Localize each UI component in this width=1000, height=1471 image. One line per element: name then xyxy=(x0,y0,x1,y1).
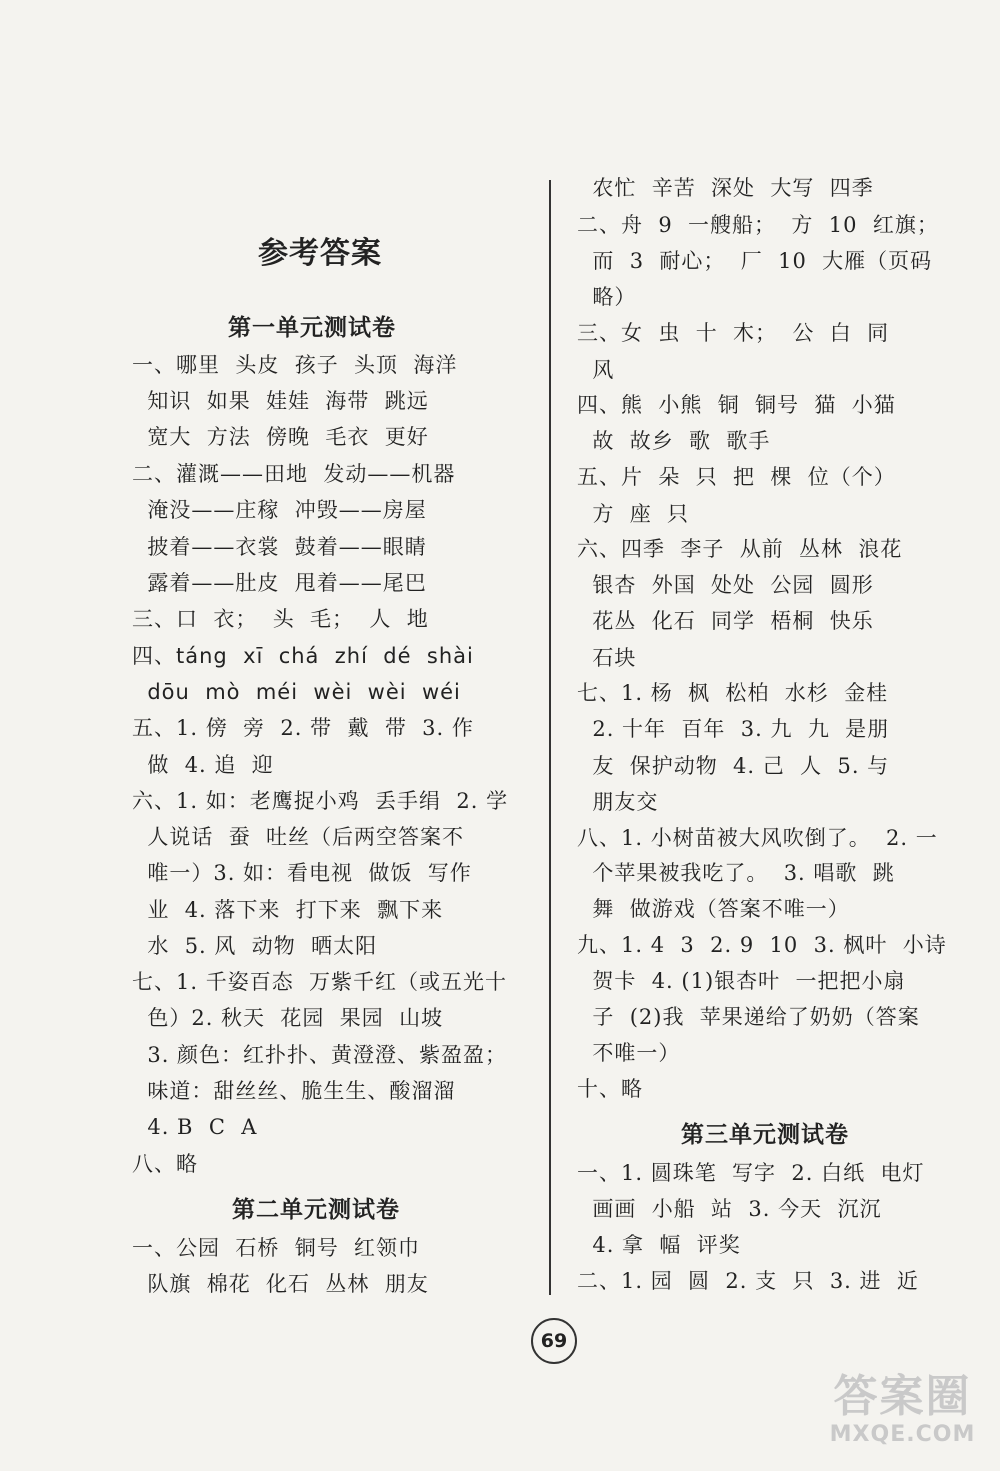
answer-line: 故 故乡 歌 歌手 xyxy=(577,429,771,453)
answer-line: 九、1. 4 3 2. 9 10 3. 枫叶 小诗 xyxy=(577,933,947,957)
answer-line: 人说话 蚕 吐丝（后两空答案不 xyxy=(132,825,465,849)
answer-line: 一、公园 石桥 铜号 红领巾 xyxy=(132,1236,421,1260)
answer-line: 二、1. 园 圆 2. 支 只 3. 进 近 xyxy=(577,1269,919,1293)
answer-line: 宽大 方法 傍晚 毛衣 更好 xyxy=(132,425,429,449)
answer-line: 唯一）3. 如：看电视 做饭 写作 xyxy=(132,861,472,885)
answer-line: 3. 颜色：红扑扑、黄澄澄、紫盈盈； xyxy=(132,1043,508,1067)
answer-line: 披着——衣裳 鼓着——眼睛 xyxy=(132,535,427,559)
answer-line: 水 5. 风 动物 晒太阳 xyxy=(132,934,378,958)
answer-line: 2. 十年 百年 3. 九 九 是朋 xyxy=(577,717,890,741)
answer-line: 而 3 耐心； 厂 10 大雁（页码 xyxy=(577,249,933,273)
answer-line: 4. 拿 幅 评奖 xyxy=(577,1233,741,1257)
answer-line: 六、四季 李子 从前 丛林 浪花 xyxy=(577,537,903,561)
answer-line: 银杏 外国 处处 公园 圆形 xyxy=(577,573,874,597)
answer-line: 味道：甜丝丝、脆生生、酸溜溜 xyxy=(132,1079,456,1103)
watermark-logo xyxy=(815,1372,990,1462)
answer-line: 个苹果被我吃了。 3. 唱歌 跳 xyxy=(577,861,895,885)
answer-line: 队旗 棉花 化石 丛林 朋友 xyxy=(132,1272,429,1296)
answer-line: 一、1. 圆珠笔 写字 2. 白纸 电灯 xyxy=(577,1161,925,1185)
unit2-heading: 第二单元测试卷 xyxy=(232,1196,400,1223)
answer-line: 八、略 xyxy=(132,1152,198,1176)
answer-line: 花丛 化石 同学 梧桐 快乐 xyxy=(577,609,874,633)
answer-line: 业 4. 落下来 打下来 飘下来 xyxy=(132,898,444,922)
answer-line: 友 保护动物 4. 己 人 5. 与 xyxy=(577,754,890,778)
answer-line: 农忙 辛苦 深处 大写 四季 xyxy=(577,176,874,200)
answer-line: 子 (2)我 苹果递给了奶奶（答案 xyxy=(577,1005,920,1029)
answer-line: 七、1. 杨 枫 松柏 水杉 金桂 xyxy=(577,681,889,705)
answer-line: 不唯一） xyxy=(577,1041,681,1065)
pinyin-line: 四、táng xī chá zhí dé shài xyxy=(132,644,474,668)
answer-line: 一、哪里 头皮 孩子 头顶 海洋 xyxy=(132,353,458,377)
answer-line: 八、1. 小树苗被大风吹倒了。 2. 一 xyxy=(577,826,938,850)
answer-line: 风 xyxy=(577,358,615,382)
answer-line: 淹没——庄稼 冲毁——房屋 xyxy=(132,498,427,522)
answer-line: 五、1. 傍 旁 2. 带 戴 带 3. 作 xyxy=(132,716,474,740)
answer-line: 做 4. 追 迎 xyxy=(132,753,274,777)
answer-line: 二、舟 9 一艘船； 方 10 红旗； xyxy=(577,213,939,237)
answer-line: 方 座 只 xyxy=(577,502,690,526)
answer-line: 四、熊 小熊 铜 铜号 猫 小猫 xyxy=(577,393,896,417)
answer-line: 知识 如果 娃娃 海带 跳远 xyxy=(132,389,429,413)
page-title: 参考答案 xyxy=(258,236,382,271)
answer-line: 十、略 xyxy=(577,1077,643,1101)
answer-line: 六、1. 如：老鹰捉小鸡 丢手绢 2. 学 xyxy=(132,789,509,813)
watermark-url: MXQE.COM xyxy=(829,1422,976,1447)
answer-line: 三、口 衣； 头 毛； 人 地 xyxy=(132,607,429,631)
pinyin-line: dōu mò méi wèi wèi wéi xyxy=(132,680,461,704)
answer-line: 画画 小船 站 3. 今天 沉沉 xyxy=(577,1197,882,1221)
unit1-heading: 第一单元测试卷 xyxy=(228,314,396,341)
answer-line: 石块 xyxy=(577,646,637,670)
watermark-text: 答案圈 xyxy=(833,1371,972,1422)
answer-line: 七、1. 千姿百态 万紫千红（或五光十 xyxy=(132,970,508,994)
answer-line: 朋友交 xyxy=(577,790,659,814)
answer-line: 露着——肚皮 甩着——尾巴 xyxy=(132,571,427,595)
answer-line: 五、片 朵 只 把 棵 位（个） xyxy=(577,465,896,489)
answer-line: 舞 做游戏（答案不唯一） xyxy=(577,897,850,921)
unit3-heading: 第三单元测试卷 xyxy=(681,1121,849,1148)
answer-line: 贺卡 4. (1)银杏叶 一把把小扇 xyxy=(577,969,906,993)
answer-line: 二、灌溉——田地 发动——机器 xyxy=(132,462,456,486)
column-divider xyxy=(549,180,551,1295)
answer-line: 略） xyxy=(577,285,637,309)
page-number: 69 xyxy=(531,1318,577,1364)
answer-line: 4. B C A xyxy=(132,1115,258,1139)
answer-line: 色）2. 秋天 花园 果园 山坡 xyxy=(132,1006,444,1030)
answer-line: 三、女 虫 十 木； 公 白 同 xyxy=(577,321,890,345)
